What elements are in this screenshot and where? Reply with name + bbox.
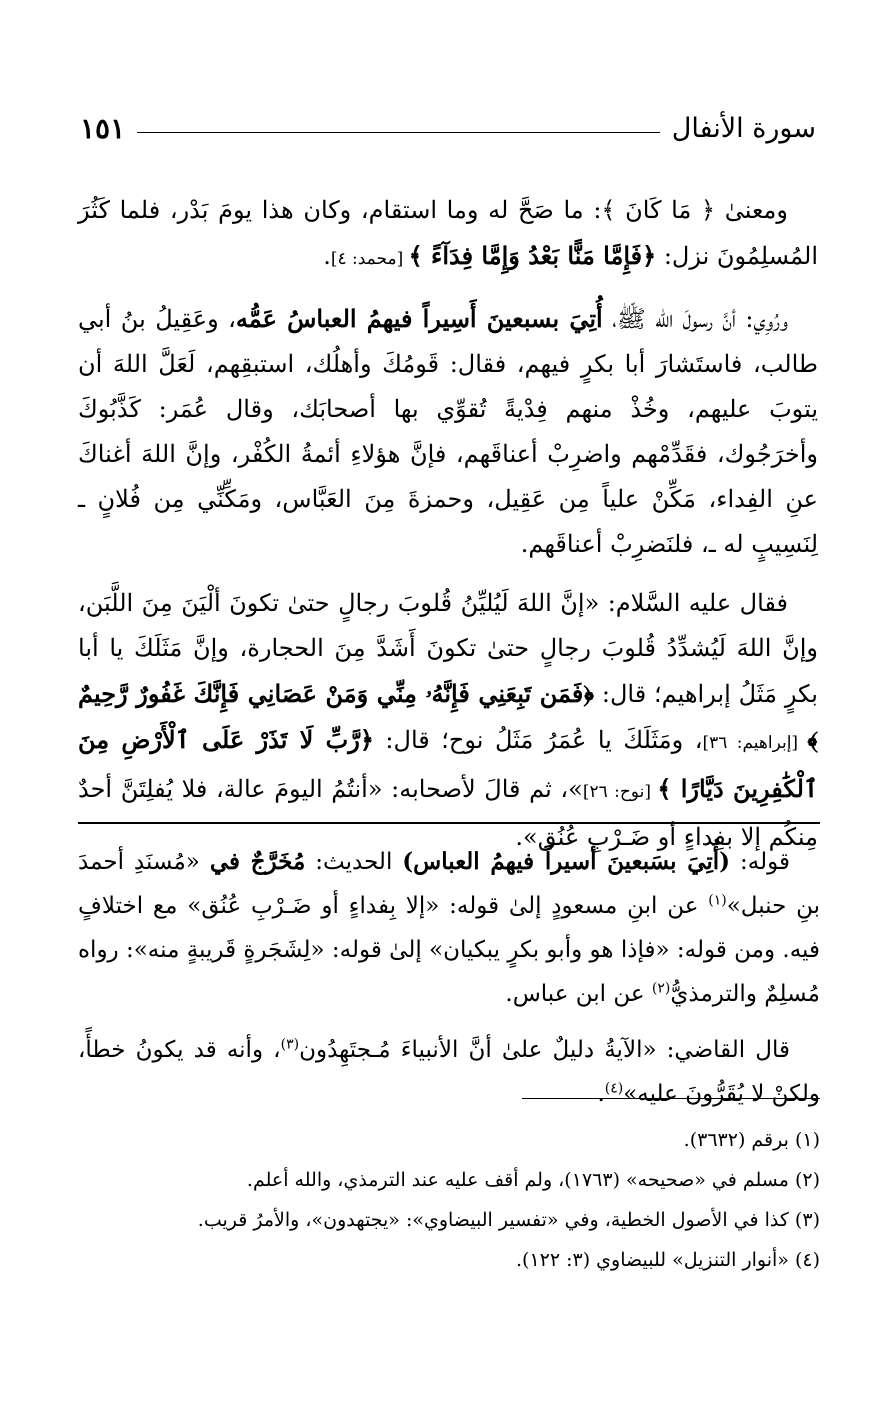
quran-verse: ﴿رَّبِّ لَا تَذَرْ عَلَى ٱلْأَرْضِ مِنَ ٱلْكَٰفِرِينَ دَيَّارًا ﴾ xyxy=(78,725,819,803)
footnote-item: (٣) كذا في الأصول الخطية، وفي «تفسير البيضاوي»: «يجتهدون»، والأمرُ قريب. xyxy=(197,1209,820,1231)
text-span: عن ابنِ مسعودٍ إلىٰ قوله: «إلا بِفداءٍ أو ضَـرْبِ عُنُق» مع اختلافٍ فيه. ومن قوله: «فإذا هو وأبو بكرٍ يبكيان» إلىٰ قوله: «لِشَجَرةٍ قَريبةٍ منه»: رواه مُسلِمٌ والترمذيُّ xyxy=(78,893,820,1007)
footnote-item: (٤) «أنوار التنزيل» للبيضاوي (٣: ١٢٢). xyxy=(515,1249,820,1271)
commentary-paragraph-1 xyxy=(78,840,820,1016)
text-span: فقال عليه السَّلام: «إنَّ اللهَ لَيُليِّنُ قُلوبَ رجالٍ حتىٰ تكونَ ألْيَنَ مِنَ اللَّبَن، وإنَّ اللهَ لَيُشدِّدُ قُلوبَ رجالٍ حتىٰ تكونَ أَشَدَّ مِنَ الحجارة، وإنَّ مَثَلَكَ يا أبا بكرٍ مَثَلُ إبراهيم؛ قال: xyxy=(78,589,818,708)
bold-phrase: مُخَرَّجٌ في xyxy=(209,848,306,875)
text-span: . xyxy=(323,242,331,270)
verse-reference: [إبراهيم: ٣٦] xyxy=(702,733,808,753)
quran-verse: ﴿فَمَن تَبِعَنِي فَإِنَّهُۥ مِنِّي وَمَنْ عَصَانِي فَإِنَّكَ غَفُورٌ رَّحِيمٌ ﴾ xyxy=(78,679,819,754)
text-span: عن ابن عباس. xyxy=(505,981,652,1007)
verse-reference: [نوح: ٢٦] xyxy=(582,782,658,802)
footnote-rule xyxy=(522,1098,820,1099)
text-span: ومعنىٰ ﴿ مَا كَانَ ﴾: ما صَحَّ له وما استقام، وكان هذا يومَ بَدْر، فلما كَثُرَ المُسلِمُونَ نزل: xyxy=(78,196,818,270)
footnote-item: (٢) مسلم في «صحيحه» (١٧٦٣)، ولم أقف عليه عند الترمذي، والله أعلم. xyxy=(246,1169,820,1191)
footnotes xyxy=(78,1120,820,1280)
surah-title: سورة الأنفال xyxy=(671,112,816,144)
footnote-marker: (١) xyxy=(708,892,727,909)
footnote-marker: (٤) xyxy=(604,1080,624,1097)
page-number: ١٥١ xyxy=(80,111,126,145)
text-span: الحديث: xyxy=(305,849,403,875)
text-span: ، وعَقِيلُ بنُ أبي طالب، فاستَشارَ أبا بكرٍ فيهم، فقال: قَومُكَ وأهلُك، استبقِهم، لَعَلَّ اللهَ أن يتوبَ عليهم، وخُذْ منهم فِدْيةً تُقوِّي بها أصحابَك، وقال عُمَر: كَذَّبُوكَ وأخرَجُوك، فقَدِّمْهم واضرِبْ أعناقَهم، فإنَّ هؤلاءِ أئمةُ الكُفْر، وإنَّ اللهَ أغناكَ عنِ الفِداء، مَكِّنْ علياً مِن عَقِيل، وحمزةَ مِنَ العَبَّاس، ومَكِّنِّي مِن فُلانٍ ـ لِنَسِيبٍ له ـ، فلنَضرِبْ أعناقَهم. xyxy=(78,305,818,558)
text-span: . xyxy=(597,1081,605,1107)
footnote-marker: (٣) xyxy=(280,1036,300,1053)
bold-phrase: أُتِيَ بسبعينَ أَسِيراً فيهمُ العباسُ عَمُّه xyxy=(235,304,603,333)
text-span: قوله: xyxy=(730,849,790,875)
commentary-paragraph-2 xyxy=(78,1028,820,1116)
main-text xyxy=(78,188,818,874)
footnote-marker: (٢) xyxy=(651,980,671,997)
text-span: ، ومَثَلَكَ يا عُمَرُ مَثَلُ نوح؛ قال: xyxy=(373,726,703,754)
header-rule xyxy=(137,132,660,133)
verse-reference: [محمد: ٤] xyxy=(330,249,409,269)
text-span: ، وأنه قد يكونُ خطأً، ولكنْ لا يُقَرُّونَ عليه» xyxy=(78,1037,820,1107)
text-span: قال القاضي: «الآيةُ دليلٌ علىٰ أنَّ الأنبياءَ مُـجتَهِدُون xyxy=(299,1037,790,1063)
paragraph-meaning xyxy=(78,188,818,282)
commentary xyxy=(78,840,820,1128)
footnote-item: (١) برقم (٣٦٣٢). xyxy=(683,1129,820,1151)
page-header xyxy=(80,108,816,148)
paragraph-narration xyxy=(78,296,818,567)
text-span: «مُسنَدِ أحمدَ بنِ حنبل» xyxy=(78,849,820,919)
paragraph-prophet-saying xyxy=(78,581,818,860)
text-span: ورُوِي: أنَّ رسولَ الله ﷺ، xyxy=(602,305,789,333)
section-divider xyxy=(78,822,820,824)
text-span: »، ثم قالَ لأصحابه: «أنتُمُ اليومَ عالة، فلا يُفلِتَنَّ أحدٌ مِنكُم إلا بفِداءٍ أو ضَـرْبِ عُنُق». xyxy=(78,775,818,851)
quran-verse: ﴿فَإِمَّا مَنًّا بَعْدُ وَإِمَّا فِدَآءً ﴾ xyxy=(408,241,657,270)
bold-phrase: (أُتِيَ بسَبعينَ أسيراً فيهمُ العباس) xyxy=(402,848,731,875)
